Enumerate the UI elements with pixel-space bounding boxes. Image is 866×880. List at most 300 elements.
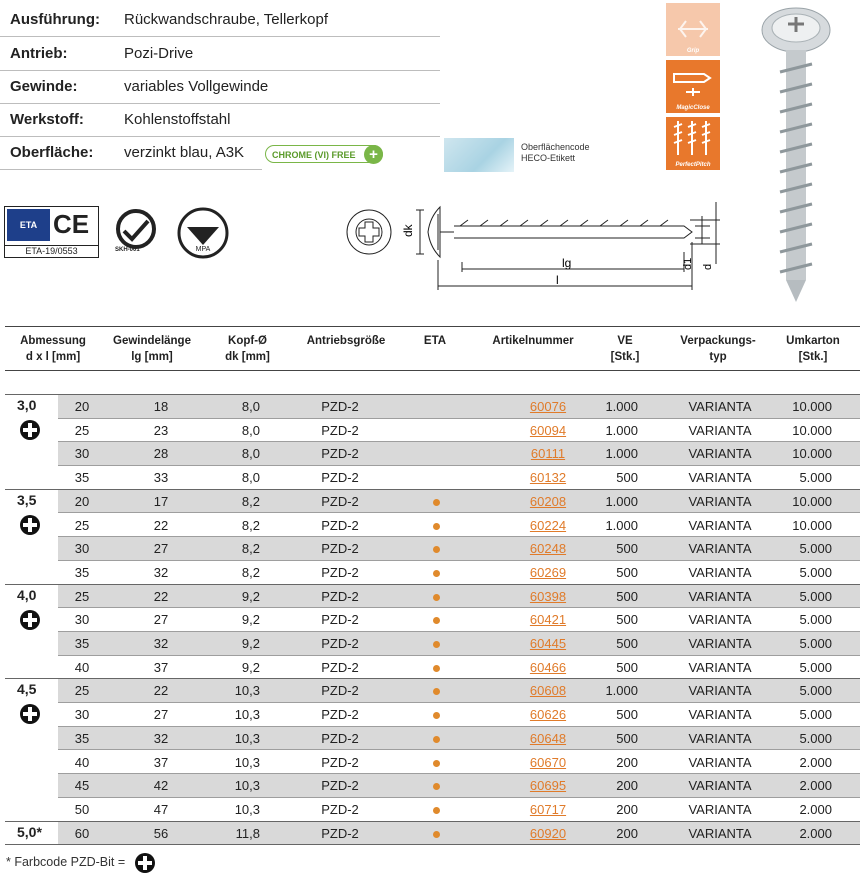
spec-label: Oberfläche:	[10, 144, 94, 161]
table-row	[58, 774, 860, 798]
dk-cell: 10,3	[234, 801, 260, 817]
article-number-link[interactable]	[498, 683, 598, 698]
article-number-link[interactable]	[498, 755, 598, 770]
box-cell: 10.000	[792, 399, 832, 414]
drive-cell: PZD-2	[321, 612, 359, 628]
article-number-link[interactable]	[498, 446, 598, 461]
lg-cell: 37	[153, 659, 169, 675]
article-number-link[interactable]	[498, 494, 598, 509]
dk-cell: 8,2	[241, 517, 260, 533]
l-cell: 25	[74, 422, 90, 438]
pzd-bit-icon	[19, 419, 41, 441]
eta-approved-dot	[433, 831, 440, 838]
article-number[interactable]: 60670	[529, 754, 567, 770]
l-label: l	[556, 273, 559, 287]
drive-cell: PZD-2	[321, 801, 359, 817]
box-cell: 2.000	[799, 754, 832, 770]
article-number[interactable]: 60269	[529, 564, 567, 580]
dk-cell: 8,2	[241, 493, 260, 509]
ce-text: CE	[53, 209, 90, 239]
table-row	[58, 727, 860, 751]
l-cell: 35	[74, 564, 90, 580]
article-number-link[interactable]	[498, 589, 598, 604]
ve-cell: 500	[616, 612, 638, 628]
col-header-line: Gewindelänge	[113, 335, 191, 347]
article-number[interactable]: 60920	[529, 825, 567, 841]
lg-cell: 22	[153, 683, 169, 699]
dk-cell: 9,2	[241, 612, 260, 628]
drive-cell: PZD-2	[321, 707, 359, 723]
eta-ce-logo	[4, 206, 99, 258]
drive-cell: PZD-2	[321, 825, 359, 841]
eta-cell	[396, 589, 476, 604]
pzd-bit-icon	[19, 514, 41, 536]
article-number[interactable]: 60421	[529, 612, 567, 628]
heco-label-line2: HECO-Etikett	[521, 153, 576, 163]
article-number[interactable]: 60398	[529, 588, 567, 604]
pack-cell: VARIANTA	[688, 470, 752, 486]
pack-cell: VARIANTA	[688, 564, 752, 580]
eta-text: ETA	[19, 220, 38, 230]
col-header-line: dk [mm]	[225, 351, 270, 363]
lg-cell: 22	[153, 588, 169, 604]
l-cell: 40	[74, 754, 90, 770]
eta-approved-dot	[433, 688, 440, 695]
group-diameter-label: 5,0*	[17, 823, 42, 840]
col-header-line: Kopf-Ø	[228, 335, 267, 347]
article-number-link[interactable]	[498, 470, 598, 485]
box-cell: 10.000	[792, 422, 832, 438]
drive-cell: PZD-2	[321, 778, 359, 794]
article-number-link[interactable]	[498, 660, 598, 675]
spec-label: Antrieb:	[10, 45, 68, 62]
box-cell: 5.000	[799, 636, 832, 651]
table-row	[58, 632, 860, 656]
col-header-line: lg [mm]	[131, 351, 173, 363]
eta-cell	[396, 565, 476, 580]
article-number-link[interactable]	[498, 565, 598, 580]
eta-approved-dot	[433, 523, 440, 530]
pack-cell: VARIANTA	[688, 659, 752, 675]
l-cell: 30	[74, 612, 90, 628]
article-number-link[interactable]	[498, 518, 598, 533]
ve-cell: 200	[616, 825, 638, 841]
drive-cell: PZD-2	[321, 588, 359, 604]
pack-cell: VARIANTA	[688, 754, 752, 770]
article-number[interactable]: 60648	[529, 730, 567, 746]
article-number-link[interactable]	[498, 731, 598, 746]
spec-row	[0, 103, 440, 137]
table-row	[58, 585, 860, 609]
eta-approved-dot	[433, 546, 440, 553]
table-row	[58, 466, 860, 490]
table-row	[58, 442, 860, 466]
article-number-link[interactable]	[498, 778, 598, 793]
mpa-logo	[177, 207, 229, 259]
pzd-bit-icon	[19, 703, 41, 725]
lg-cell: 27	[153, 612, 169, 628]
group-diameter-label: 4,0	[17, 586, 37, 603]
spec-row	[0, 70, 440, 104]
eta-cell	[396, 518, 476, 533]
spec-row	[0, 37, 440, 71]
skh-number: SKH-001	[115, 247, 140, 253]
dk-cell: 10,3	[234, 754, 260, 770]
pack-cell: VARIANTA	[688, 778, 752, 794]
heco-label	[521, 142, 590, 164]
eta-cell	[396, 612, 476, 627]
eta-approved-dot	[433, 594, 440, 601]
drive-cell: PZD-2	[321, 541, 359, 557]
col-header-line: typ	[709, 351, 727, 363]
eta-approved-dot	[433, 807, 440, 814]
l-cell: 30	[74, 707, 90, 723]
pack-cell: VARIANTA	[688, 541, 752, 557]
lg-cell: 33	[153, 470, 169, 486]
col-header-line: Abmessung	[20, 335, 86, 347]
eta-approved-dot	[433, 760, 440, 767]
article-number[interactable]: 60076	[529, 399, 567, 414]
ve-cell: 500	[616, 564, 638, 580]
pack-cell: VARIANTA	[688, 399, 752, 414]
table-row	[58, 751, 860, 775]
table-row	[58, 537, 860, 561]
heco-label-line1: Oberflächencode	[521, 142, 590, 152]
pzd-bit-icon	[19, 609, 41, 631]
l-cell: 20	[74, 493, 90, 509]
article-number-link[interactable]	[498, 826, 598, 841]
perfectpitch-label: PerfectPitch	[675, 162, 711, 168]
drive-cell: PZD-2	[321, 564, 359, 580]
table-header	[5, 326, 860, 371]
spec-value: Kohlenstoffstahl	[124, 111, 231, 128]
eta-cell	[396, 636, 476, 651]
eta-approved-dot	[433, 712, 440, 719]
pack-cell: VARIANTA	[688, 422, 752, 438]
spec-label: Gewinde:	[10, 78, 78, 95]
dk-cell: 8,0	[241, 422, 260, 438]
l-cell: 35	[74, 636, 90, 651]
drive-cell: PZD-2	[321, 636, 359, 651]
spec-label: Ausführung:	[10, 11, 100, 28]
ve-cell: 500	[616, 707, 638, 723]
drive-cell: PZD-2	[321, 470, 359, 486]
table-row	[58, 798, 860, 822]
eta-cell	[396, 826, 476, 841]
drive-cell: PZD-2	[321, 659, 359, 675]
dk-cell: 10,3	[234, 730, 260, 746]
lg-cell: 23	[153, 422, 169, 438]
lg-label: lg	[562, 256, 572, 270]
article-number[interactable]: 60208	[529, 493, 567, 509]
l-cell: 25	[74, 588, 90, 604]
drive-cell: PZD-2	[321, 399, 359, 414]
mpa-text: MPA	[195, 246, 211, 253]
box-cell: 5.000	[799, 541, 832, 557]
table-row	[58, 608, 860, 632]
l-cell: 25	[74, 683, 90, 699]
surface-code-swatch	[444, 138, 514, 172]
eta-approved-dot	[433, 736, 440, 743]
box-cell: 5.000	[799, 707, 832, 723]
ve-cell: 1.000	[605, 493, 638, 509]
ce-mark	[53, 209, 89, 240]
ve-cell: 500	[616, 636, 638, 651]
box-cell: 5.000	[799, 470, 832, 486]
lg-cell: 47	[153, 801, 169, 817]
l-cell: 40	[74, 659, 90, 675]
pack-cell: VARIANTA	[688, 683, 752, 699]
ve-cell: 500	[616, 470, 638, 486]
l-cell: 20	[74, 399, 90, 414]
article-number-link[interactable]	[498, 541, 598, 556]
box-cell: 2.000	[799, 825, 832, 841]
eta-cell	[396, 541, 476, 556]
article-number[interactable]: 60445	[529, 636, 567, 651]
col-header-line: [Stk.]	[610, 351, 640, 363]
box-cell: 5.000	[799, 612, 832, 628]
eta-approved-dot	[433, 499, 440, 506]
pack-cell: VARIANTA	[688, 446, 752, 462]
table-row	[58, 490, 860, 514]
drive-cell: PZD-2	[321, 683, 359, 699]
col-header-line: Antriebsgröße	[306, 335, 386, 347]
box-cell: 5.000	[799, 564, 832, 580]
article-number[interactable]: 60094	[529, 422, 567, 438]
box-cell: 5.000	[799, 730, 832, 746]
table-bottom-line	[5, 844, 860, 845]
col-header-line: VE	[617, 335, 633, 347]
eta-approved-dot	[433, 783, 440, 790]
group-diameter-label: 4,5	[17, 681, 37, 698]
pack-cell: VARIANTA	[688, 707, 752, 723]
spec-value: Pozi-Drive	[124, 45, 194, 62]
dk-cell: 8,2	[241, 564, 260, 580]
eta-cell	[396, 731, 476, 746]
dk-cell: 8,0	[241, 399, 260, 414]
article-number[interactable]: 60111	[530, 446, 566, 462]
l-cell: 60	[74, 825, 90, 841]
d-label: d	[702, 263, 714, 270]
col-header-package-type	[673, 333, 763, 365]
lg-cell: 32	[153, 636, 169, 651]
l-cell: 25	[74, 517, 90, 533]
spec-label: Werkstoff:	[10, 111, 84, 128]
eta-cell	[396, 494, 476, 509]
dk-label: dk	[401, 224, 415, 237]
table-row	[58, 703, 860, 727]
col-header-line: [Stk.]	[798, 351, 828, 363]
lg-cell: 32	[153, 564, 169, 580]
lg-cell: 27	[153, 707, 169, 723]
box-cell: 10.000	[792, 493, 832, 509]
article-number[interactable]: 60626	[529, 707, 567, 723]
dk-cell: 10,3	[234, 683, 260, 699]
magicclose-badge	[666, 60, 720, 113]
table-row	[58, 822, 860, 846]
group-diameter-label: 3,0	[17, 397, 37, 413]
article-number-link[interactable]	[498, 636, 598, 651]
pzd-bit-icon	[134, 852, 156, 874]
col-header-ve	[585, 333, 665, 365]
lg-cell: 56	[153, 825, 169, 841]
box-cell: 2.000	[799, 801, 832, 817]
pack-cell: VARIANTA	[688, 517, 752, 533]
drive-cell: PZD-2	[321, 730, 359, 746]
ve-cell: 500	[616, 659, 638, 675]
ve-cell: 200	[616, 778, 638, 794]
ve-cell: 200	[616, 754, 638, 770]
l-cell: 35	[74, 730, 90, 746]
lg-cell: 22	[153, 517, 169, 533]
spec-value: verzinkt blau, A3K	[124, 144, 245, 161]
eta-flag-icon	[7, 209, 50, 241]
ve-cell: 200	[616, 801, 638, 817]
ve-cell: 1.000	[605, 446, 638, 462]
drive-cell: PZD-2	[321, 517, 359, 533]
grip-label: Grip	[686, 48, 700, 54]
article-number[interactable]: 60248	[529, 541, 567, 557]
footnote	[6, 855, 125, 869]
pack-cell: VARIANTA	[688, 612, 752, 628]
dk-cell: 9,2	[241, 659, 260, 675]
screw-drawing	[340, 192, 725, 296]
eta-cell	[396, 778, 476, 793]
l-cell: 45	[74, 778, 90, 794]
dk-cell: 10,3	[234, 778, 260, 794]
pack-cell: VARIANTA	[688, 636, 752, 651]
dk-cell: 11,8	[235, 825, 260, 841]
eta-number: ETA-19/0553	[5, 245, 98, 256]
article-number-link[interactable]	[498, 802, 598, 817]
spec-row	[0, 3, 440, 37]
eta-cell	[396, 755, 476, 770]
drive-cell: PZD-2	[321, 446, 359, 462]
dk-cell: 8,0	[241, 446, 260, 462]
plus-icon: +	[364, 145, 383, 164]
spec-value: Rückwandschraube, Tellerkopf	[124, 11, 329, 28]
screw-image	[752, 2, 842, 312]
box-cell: 10.000	[792, 446, 832, 462]
article-number-link[interactable]	[498, 423, 598, 438]
grip-badge	[666, 3, 720, 56]
eta-cell	[396, 707, 476, 722]
drive-cell: PZD-2	[321, 493, 359, 509]
col-header-line: Umkarton	[786, 335, 840, 347]
col-header-outer-box	[773, 333, 853, 365]
box-cell: 5.000	[799, 659, 832, 675]
l-cell: 30	[74, 446, 90, 462]
col-header-eta	[395, 333, 475, 349]
pack-cell: VARIANTA	[688, 825, 752, 841]
article-number[interactable]: 60695	[529, 778, 567, 794]
lg-cell: 37	[153, 754, 169, 770]
table-row	[58, 514, 860, 538]
pack-cell: VARIANTA	[688, 493, 752, 509]
chrome-free-text: CHROME (VI) FREE	[272, 150, 356, 160]
lg-cell: 17	[153, 493, 169, 509]
box-cell: 10.000	[792, 517, 832, 533]
table-row	[58, 419, 860, 443]
article-number[interactable]: 60608	[529, 683, 567, 699]
article-number[interactable]: 60132	[529, 470, 567, 486]
lg-cell: 27	[153, 541, 169, 557]
table-row	[58, 561, 860, 585]
article-number-link[interactable]	[498, 612, 598, 627]
lg-cell: 32	[153, 730, 169, 746]
pack-cell: VARIANTA	[688, 588, 752, 604]
footnote-text: * Farbcode PZD-Bit =	[6, 855, 126, 869]
dk-cell: 10,3	[234, 707, 260, 723]
col-header-drive-size	[297, 333, 395, 349]
col-header-head-diameter	[200, 333, 295, 365]
col-header-line: Verpackungs-	[680, 335, 756, 347]
dk-cell: 8,0	[241, 470, 260, 486]
ve-cell: 500	[616, 541, 638, 557]
article-number-link[interactable]	[498, 707, 598, 722]
ve-cell: 1.000	[605, 683, 638, 699]
dk-cell: 9,2	[241, 588, 260, 604]
col-header-dimension	[7, 333, 99, 365]
drive-cell: PZD-2	[321, 422, 359, 438]
table-row	[58, 679, 860, 703]
drive-cell: PZD-2	[321, 754, 359, 770]
pack-cell: VARIANTA	[688, 801, 752, 817]
article-number[interactable]: 60224	[529, 517, 567, 533]
eta-approved-dot	[433, 617, 440, 624]
spec-value: variables Vollgewinde	[124, 78, 269, 95]
ve-cell: 1.000	[605, 422, 638, 438]
l-cell: 35	[74, 470, 90, 486]
ve-cell: 1.000	[605, 517, 638, 533]
eta-cell	[396, 802, 476, 817]
lg-cell: 18	[153, 399, 169, 414]
eta-approved-dot	[433, 665, 440, 672]
col-header-thread-length	[102, 333, 202, 365]
ve-cell: 500	[616, 588, 638, 604]
col-header-line: ETA	[423, 335, 447, 347]
article-number[interactable]: 60466	[529, 659, 567, 675]
box-cell: 5.000	[799, 588, 832, 604]
box-cell: 5.000	[799, 683, 832, 699]
col-header-line: d x l [mm]	[25, 351, 81, 363]
table-row	[58, 395, 860, 419]
d1-label: d1	[682, 257, 694, 270]
l-cell: 50	[74, 801, 90, 817]
box-cell: 2.000	[799, 778, 832, 794]
l-cell: 30	[74, 541, 90, 557]
group-diameter-label: 3,5	[17, 491, 37, 508]
spec-row	[0, 136, 262, 170]
magicclose-label: MagicClose	[676, 105, 710, 111]
ve-cell: 500	[616, 730, 638, 746]
dk-cell: 9,2	[241, 636, 260, 651]
table-row	[58, 656, 860, 680]
pack-cell: VARIANTA	[688, 730, 752, 746]
lg-cell: 28	[153, 446, 169, 462]
perfectpitch-badge	[666, 117, 720, 170]
eta-cell	[396, 660, 476, 675]
eta-approved-dot	[433, 641, 440, 648]
article-number[interactable]: 60717	[529, 801, 567, 817]
eta-cell	[396, 683, 476, 698]
col-header-article-number	[483, 333, 583, 349]
article-number-link[interactable]	[498, 399, 598, 414]
dk-cell: 8,2	[241, 541, 260, 557]
ve-cell: 1.000	[605, 399, 638, 414]
col-header-line: Artikelnummer	[492, 335, 574, 347]
eta-approved-dot	[433, 570, 440, 577]
